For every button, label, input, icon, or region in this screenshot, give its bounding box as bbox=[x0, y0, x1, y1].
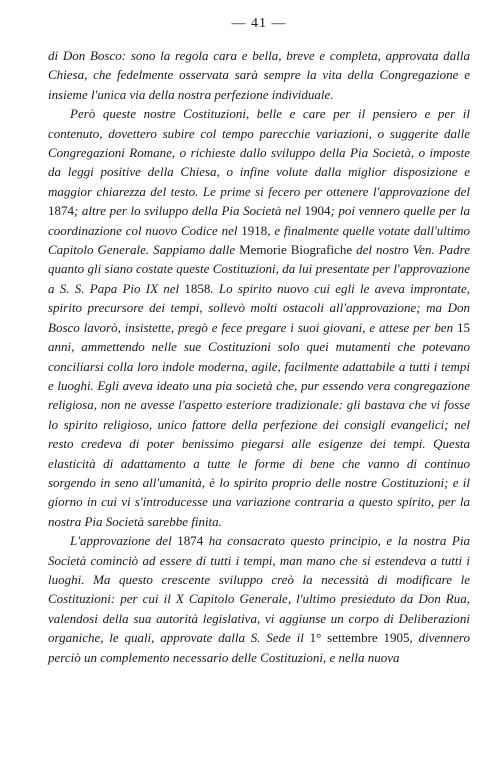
text-run: , e finalmente quelle votate dall'ultimo Capitolo Generale. Sappiamo dalle bbox=[48, 222, 470, 258]
text-run: ha consacrato questo principio, e la nostra Pia Società cominciò ad essere di tutti i tempi, man mano che si estendeva a tutti i luoghi. Ma questo crescente sviluppo creò la necessità di modificare le Costituzioni: per cui il X Capitolo Generale, l'ultimo presieduto da Don Rua, valendosi della sua autorità legislativa, vi aggiunse un corpo di Deliberazioni organiche, le quali, approvate dalla S. Sede il bbox=[48, 533, 470, 646]
paragraph bbox=[48, 46, 470, 104]
text-run: , divennero perciò un complemento necessario delle Costituzioni, e nella nuova bbox=[48, 630, 471, 665]
text-run: del nostro Ven. Padre quanto gli siano costate queste Costituzioni, da lui presentate per l'approvazione a S. S. Papa Pio IX nel bbox=[48, 242, 471, 296]
text-run: 1874 bbox=[48, 203, 74, 219]
text-run: ; poi vennero quelle per la coordinazione col nuovo Codice nel bbox=[48, 203, 470, 238]
text-run: 1° settembre 1905 bbox=[309, 630, 410, 646]
text-run: . Lo spirito nuovo cui egli le aveva improntate, spirito precursore dei tempi, sollevò molti ostacoli all'approvazione; ma Don Bosco lavorò, insistette, pregò e fece pregare i suoi giovani, e attese per ben bbox=[48, 280, 470, 335]
text-run: di Don Bosco: sono la regola cara e bella, breve e completa, approvata dalla Chiesa, che fedelmente osservata sarà sempre la vita della Congregazione e insieme l'unica via della nostra perfezione individuale. bbox=[48, 48, 470, 102]
text-run: anni, ammettendo nelle sue Costituzioni solo quei mutamenti che potevano conciliarsi colla loro indole moderna, agile, facilmente adattabile a tutti i tempi e luoghi. Egli aveva ideato una pia società che, pur essendo vera congregazione religiosa, non ne avesse l'aspetto esteriore tradizionale: gli bastava che vi fosse lo spirito religioso, unico fattore della perfezione dei consigli evangelici; nel resto credeva di poter benissimo piegarsi alle esigenze dei tempi. Questa elasticità di adattamento a tutte le forme di bene che vanno di continuo sorgendo in seno all'umanità, è lo spirito proprio delle nostre Costituzioni; e il giorno in cui vi s'introducesse una variazione contraria a questo spirito, per la nostra Pia Società sarebbe finita. bbox=[48, 339, 470, 529]
body-text bbox=[48, 46, 470, 667]
text-run: 1918 bbox=[241, 222, 268, 238]
text-run: 15 bbox=[457, 319, 470, 335]
paragraph bbox=[48, 104, 470, 531]
text-run: Però queste nostre Costituzioni, belle e care per il pensiero e per il contenuto, dovettero subire col tempo parecchie variazioni, o suggerite dalle Congregazioni Romane, o richieste dallo sviluppo della Pia Società, o imposte da leggi positive della Chiesa, o infine volute dalla miglior disposizione e maggior chiarezza del testo. Le prime si fecero per ottenere l'approvazione del bbox=[48, 106, 470, 199]
text-run: ; altre per lo sviluppo della Pia Società nel bbox=[74, 203, 305, 219]
paragraph bbox=[48, 531, 470, 667]
text-run: 1904 bbox=[304, 203, 331, 219]
text-run: 1858 bbox=[184, 280, 211, 296]
text-run: 1874 bbox=[177, 533, 204, 549]
page-number: — 41 — bbox=[231, 16, 287, 31]
text-run: Memorie Biografiche bbox=[239, 242, 353, 258]
text-run: L'approvazione del bbox=[70, 533, 178, 549]
